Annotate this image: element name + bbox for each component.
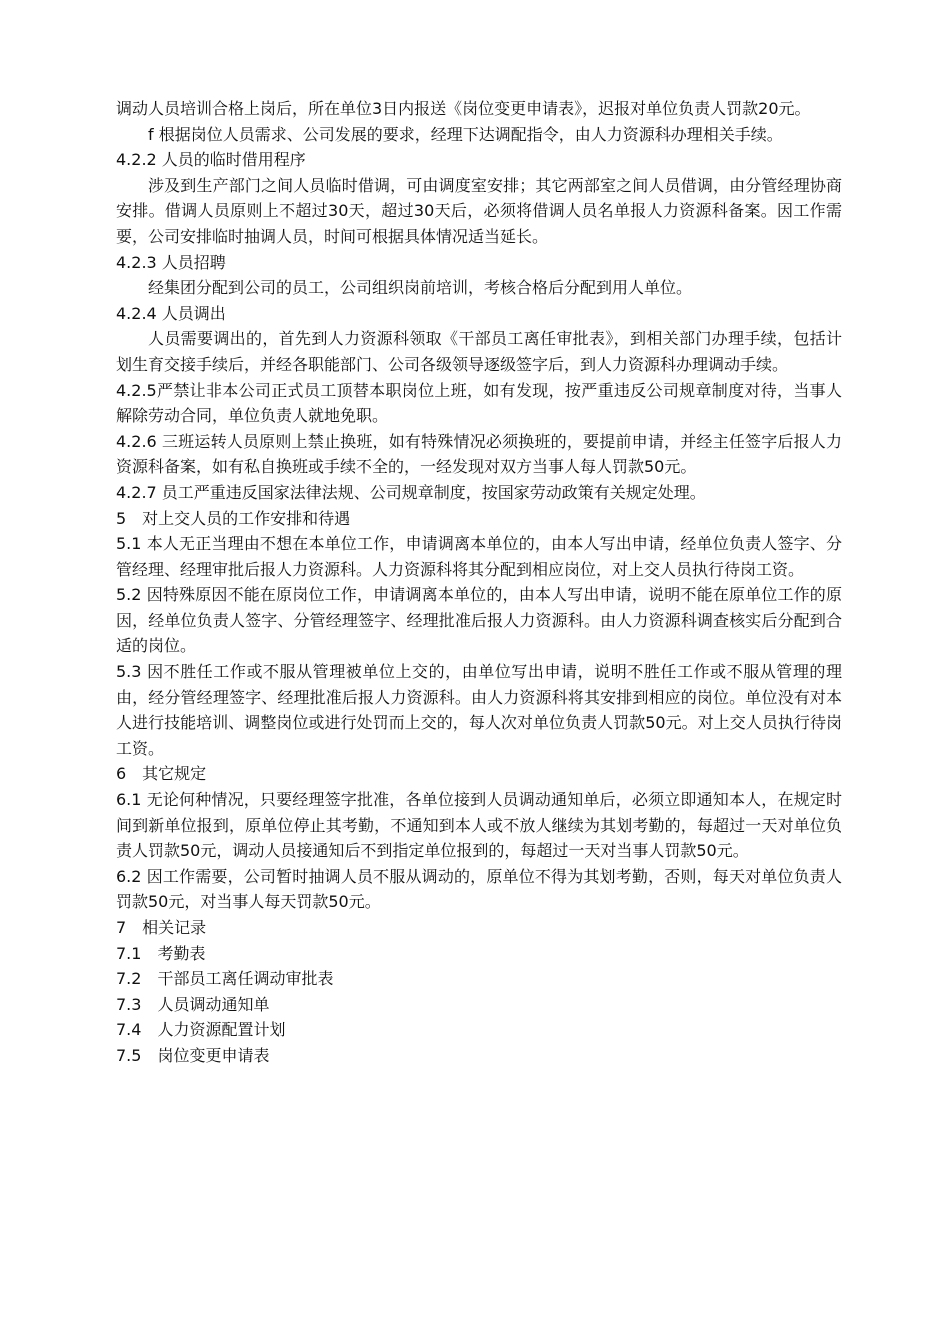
heading-4-2-3: 4.2.3 人员招聘 — [116, 252, 226, 272]
paragraph-transfer-out: 人员需要调出的，首先到人力资源科领取《干部员工离任审批表》，到相关部门办理手续，包括计划生育交接手续后，并经各职能部门、公司各级领导逐级签字后，到人力资源科办理调动手续。 — [116, 329, 842, 374]
paragraph-5-2: 5.2 因特殊原因不能在原岗位工作，申请调离本单位的，由本人写出申请，说明不能在原单位工作的原因，经单位负责人签字、分管经理签字、经理批准后报人力资源科。由人力资源科调查核实后分配到合适的岗位。 — [116, 585, 842, 656]
paragraph-temporary-borrowing: 涉及到生产部门之间人员临时借调，可由调度室安排；其它两部室之间人员借调，由分管经理协商安排。借调人员原则上不超过30天，超过30天后，必须将借调人员名单报人力资源科备案。因工作需要，公司安排临时抽调人员，时间可根据具体情况适当延长。 — [116, 175, 842, 246]
heading-4-2-2: 4.2.2 人员的临时借用程序 — [116, 150, 306, 170]
heading-section-7: 7 相关记录 — [116, 918, 207, 937]
record-item-7-2: 7.2 干部员工离任调动审批表 — [116, 969, 334, 989]
paragraph-5-3: 5.3 因不胜任工作或不服从管理被单位上交的，由单位写出申请，说明不胜任工作或不服从管理的理由，经分管经理签字、经理批准后报人力资源科。由人力资源科将其安排到相应的岗位。单位没有对本人进行技能培训、调整岗位或进行处罚而上交的，每人次对单位负责人罚款50元。对上交人员执行待岗工资。 — [116, 662, 842, 758]
heading-4-2-4: 4.2.4 人员调出 — [116, 303, 226, 323]
heading-section-6: 6 其它规定 — [116, 764, 207, 784]
heading-section-5: 5 对上交人员的工作安排和待遇 — [116, 508, 351, 528]
paragraph-4-2-7: 4.2.7 员工严重违反国家法律法规、公司规章制度，按国家劳动政策有关规定处理。 — [116, 482, 706, 502]
document-page — [116, 96, 842, 1069]
record-item-7-1: 7.1 考勤表 — [116, 943, 206, 963]
paragraph-f-dispatch-order: f 根据岗位人员需求、公司发展的要求，经理下达调配指令，由人力资源科办理相关手续。 — [148, 124, 783, 144]
paragraph-transfer-report: 调动人员培训合格上岗后，所在单位3日内报送《岗位变更申请表》，迟报对单位负责人罚款20元。 — [116, 99, 811, 118]
record-item-7-3: 7.3 人员调动通知单 — [116, 994, 270, 1014]
paragraph-6-1: 6.1 无论何种情况，只要经理签字批准，各单位接到人员调动通知单后，必须立即通知本人，在规定时间到新单位报到，原单位停止其考勤，不通知到本人或不放人继续为其划考勤的，每超过一天对单位负责人罚款50元，调动人员接通知后不到指定单位报到的，每超过一天对当事人罚款50元。 — [116, 790, 842, 861]
record-item-7-5: 7.5 岗位变更申请表 — [116, 1045, 270, 1065]
paragraph-6-2: 6.2 因工作需要，公司暂时抽调人员不服从调动的，原单位不得为其划考勤，否则，每天对单位负责人罚款50元，对当事人每天罚款50元。 — [116, 866, 842, 912]
paragraph-recruitment: 经集团分配到公司的员工，公司组织岗前培训，考核合格后分配到用人单位。 — [148, 278, 693, 298]
record-item-7-4: 7.4 人力资源配置计划 — [116, 1020, 286, 1040]
paragraph-4-2-5: 4.2.5严禁让非本公司正式员工顶替本职岗位上班，如有发现，按严重违反公司规章制度对待，当事人解除劳动合同，单位负责人就地免职。 — [116, 380, 842, 426]
paragraph-4-2-6: 4.2.6 三班运转人员原则上禁止换班，如有特殊情况必须换班的，要提前申请，并经主任签字后报人力资源科备案，如有私自换班或手续不全的，一经发现对双方当事人每人罚款50元。 — [116, 431, 842, 477]
paragraph-5-1: 5.1 本人无正当理由不想在本单位工作，申请调离本单位的，由本人写出申请，经单位负责人签字、分管经理、经理审批后报人力资源科。人力资源科将其分配到相应岗位，对上交人员执行待岗工资。 — [116, 534, 842, 579]
